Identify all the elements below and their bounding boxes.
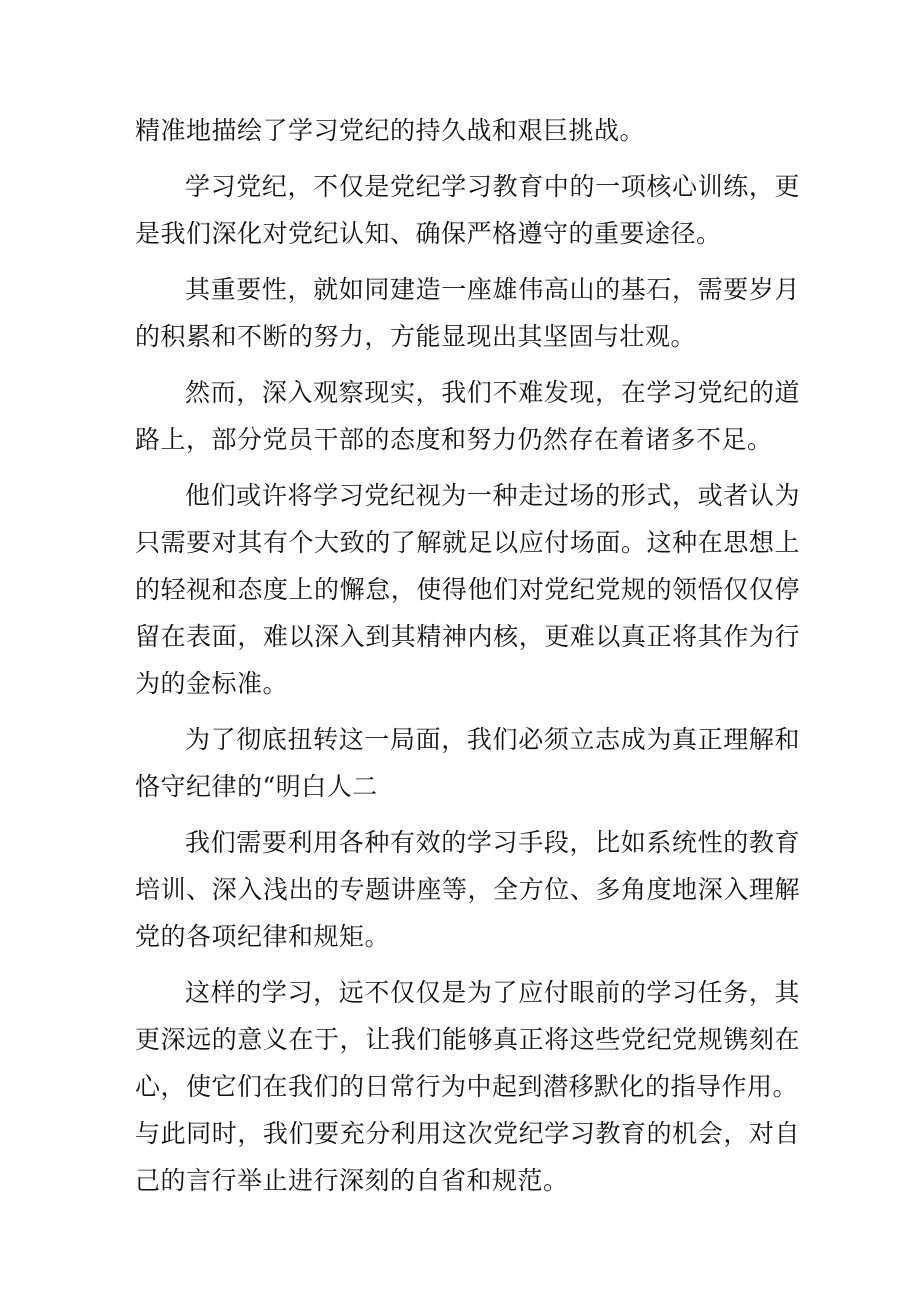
paragraph-3: 其重要性，就如同建造一座雄伟高山的基石，需要岁月的积累和不断的努力，方能显现出其坚固与壮观。 [135,275,800,351]
paragraph-8: 这样的学习，远不仅仅是为了应付眼前的学习任务，其更深远的意义在于，让我们能够真正将这些党纪党规镌刻在心，使它们在我们的日常行为中起到潜移默化的指导作用。 [135,978,800,1101]
paragraph-6: 为了彻底扭转这一局面，我们必须立志成为真正理解和恪守纪律的“明白人二 [135,725,800,801]
paragraph-9: 与此同时，我们要充分利用这次党纪学习教育的机会，对自己的言行举止进行深刻的自省和规范。 [135,1119,800,1195]
paragraph-2: 学习党纪，不仅是党纪学习教育中的一项核心训练，更是我们深化对党纪认知、确保严格遵守的重要途径。 [135,172,800,248]
paragraph-4: 然而，深入观察现实，我们不难发现，在学习党纪的道路上，部分党员干部的态度和努力仍然存在着诸多不足。 [135,378,800,454]
paragraph-1: 精准地描绘了学习党纪的持久战和艰巨挑战。 [135,116,646,145]
paragraph-7: 我们需要利用各种有效的学习手段，比如系统性的教育培训、深入浅出的专题讲座等，全方位、多角度地深入理解党的各项纪律和规矩。 [135,828,800,951]
paragraph-5: 他们或许将学习党纪视为一种走过场的形式，或者认为只需要对其有个大致的了解就足以应付场面。这种在思想上的轻视和态度上的懈怠，使得他们对党纪党规的领悟仅仅停留在表面，难以深入到其精神内核，更难以真正将其作为行为的金标准。 [135,481,800,698]
